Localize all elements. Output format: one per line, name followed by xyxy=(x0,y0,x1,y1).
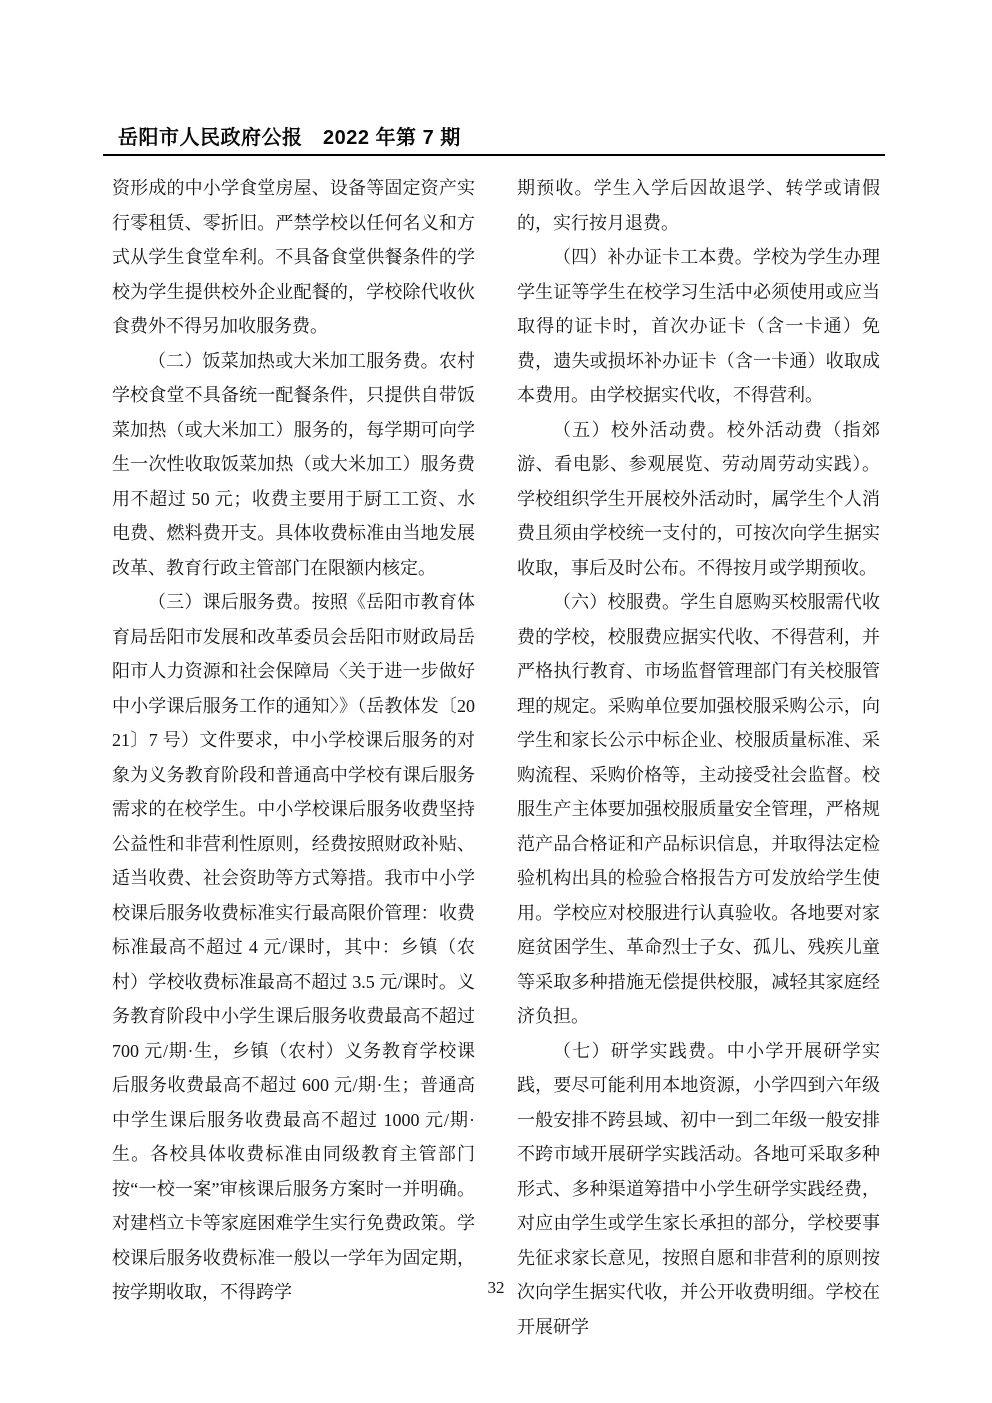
right-paragraph-item-5: （五）校外活动费。校外活动费（指郊游、看电影、参观展览、劳动周劳动实践）。学校组织学生开展校外活动时，属学生个人消费且须由学校统一支付的，可按次向学生据实收取，事后及时公布。不得按月或学期预收。 xyxy=(517,419,880,578)
page-number: 32 xyxy=(487,1278,505,1297)
right-paragraph-continuation: 期预收。学生入学后因故退学、转学或请假的，实行按月退费。 xyxy=(517,178,880,233)
right-paragraph-item-6: （六）校服费。学生自愿购买校服需代收费的学校，校服费应据实代收、不得营利，并严格执行教育、市场监督管理部门有关校服管理的规定。采购单位要加强校服采购公示，向学生和家长公示中标企业、校服质量标准、采购流程、采购价格等，主动接受社会监督。校服生产主体要加强校服质量安全管理，严格规范产品合格证和产品标识信息，并取得法定检验机构出具的检验合格报告方可发放给学生使用。学校应对校服进行认真验收。各地要对家庭贫困学生、革命烈士子女、孤儿、残疾儿童等采取多种措施无偿提供校服，减轻其家庭经济负担。 xyxy=(517,592,880,1026)
left-paragraph-item-3: （三）课后服务费。按照《岳阳市教育体育局岳阳市发展和改革委员会岳阳市财政局岳阳市人力资源和社会保障局〈关于进一步做好中小学课后服务工作的通知〉》（岳教体发〔2021〕7 号）文件要求，中小学校课后服务的对象为义务教育阶段和普通高中学校有课后服务需求的在校学生。中小学校课后服务收费坚持公益性和非营利性原则，经费按照财政补贴、适当收费、社会资助等方式筹措。我市中小学校课后服务收费标准实行最高限价管理：收费标准最高不超过 4 元/课时，其中：乡镇（农村）学校收费标准最高不超过 3.5 元/课时。义务教育阶段中小学生课后服务收费最高不超过 700 元/期·生，乡镇（农村）义务教育学校课后服务收费最高不超过 600 元/期·生；普通高中学生课后服务收费最高不超过 1000 元/期·生。各校具体收费标准由同级教育主管部门按“一校一案”审核课后服务方案时一并明确。对建档立卡等家庭困难学生实行免费政策。学校课后服务收费标准一般以一学年为固定期，按学期收取，不得跨学 xyxy=(112,592,475,1302)
right-paragraph-item-7: （七）研学实践费。中小学开展研学实践，要尽可能利用本地资源，小学四到六年级一般安排不跨县域、初中一到二年级一般安排不跨市域开展研学实践活动。各地可采取多种形式、多种渠道筹措中小学生研学实践经费，对应由学生或学生家长承担的部分，学校要事先征求家长意见，按照自愿和非营利的原则按次向学生据实代收，并公开收费明细。学校在开展研学 xyxy=(517,1040,880,1337)
gazette-header-title: 岳阳市人民政府公报 2022 年第 7 期 xyxy=(118,127,461,149)
two-column-body xyxy=(112,171,880,1344)
right-paragraph-item-4: （四）补办证卡工本费。学校为学生办理学生证等学生在校学习生活中必须使用或应当取得的证卡时，首次办证卡（含一卡通）免费，遗失或损坏补办证卡（含一卡通）收取成本费用。由学校据实代收，不得营利。 xyxy=(517,247,880,405)
left-paragraph-continuation: 资形成的中小学食堂房屋、设备等固定资产实行零租赁、零折旧。严禁学校以任何名义和方式从学生食堂牟利。不具备食堂供餐条件的学校为学生提供校外企业配餐的，学校除代收伙食费外不得另加收服务费。 xyxy=(112,178,475,336)
right-column xyxy=(517,171,880,1344)
left-column xyxy=(112,171,475,1344)
header-rule-divider xyxy=(103,154,885,156)
left-paragraph-item-2: （二）饭菜加热或大米加工服务费。农村学校食堂不具备统一配餐条件，只提供自带饭菜加热（或大米加工）服务的，每学期可向学生一次性收取饭菜加热（或大米加工）服务费用不超过 50 元；收费主要用于厨工工资、水电费、燃料费开支。具体收费标准由当地发展改革、教育行政主管部门在限额内核定。 xyxy=(112,350,475,578)
